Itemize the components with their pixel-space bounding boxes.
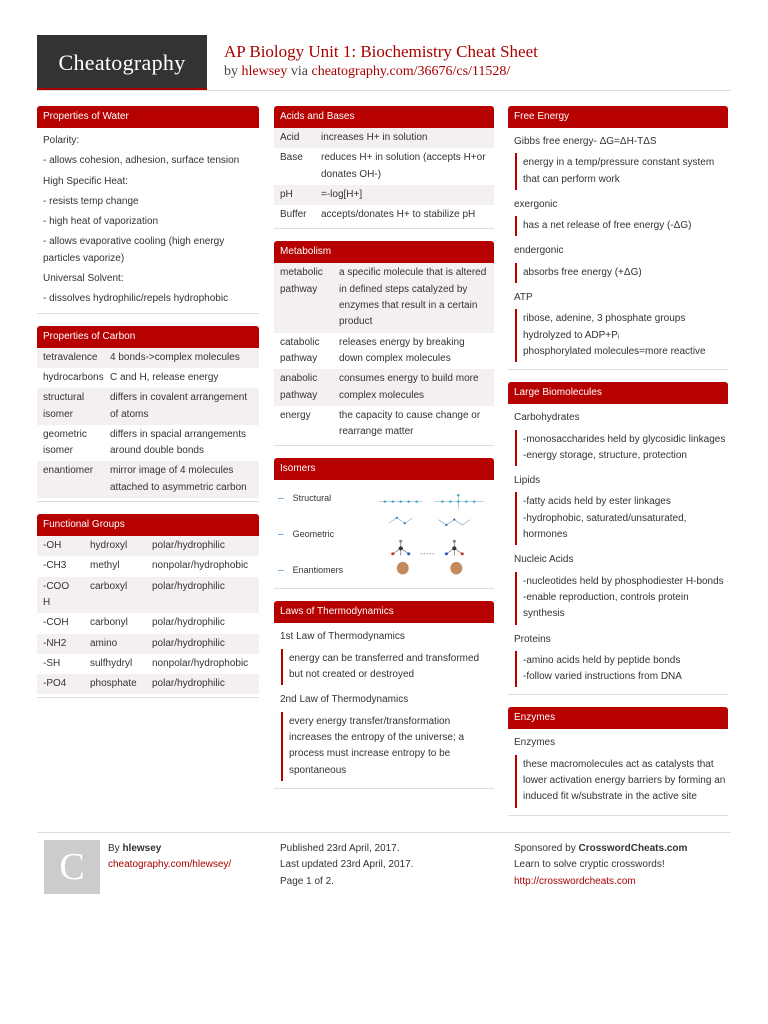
note-line: -energy storage, structure, protection — [523, 449, 687, 461]
section-header: Laws of Thermodynamics — [274, 601, 494, 623]
footer-logo: C — [44, 840, 100, 894]
text-line: Polarity: — [43, 135, 80, 146]
isomer-type-list — [278, 480, 373, 588]
subheading: Enzymes — [514, 737, 556, 749]
table-row — [37, 654, 259, 674]
text-line: - dissolves hydrophilic/repels hydrophobic — [43, 293, 229, 305]
term: anabolic pathway — [280, 373, 318, 401]
section-body — [508, 128, 728, 370]
section-header: Enzymes — [508, 707, 728, 729]
group-property: polar/hydrophilic — [152, 580, 225, 592]
sponsor-name[interactable]: CrosswordCheats.com — [578, 843, 688, 854]
note-line: -hydrophobic, saturated/unsaturated, hormones — [523, 512, 687, 541]
section-functional-groups — [37, 514, 259, 698]
dash-bullet: – — [278, 564, 284, 576]
section-enzymes — [508, 707, 728, 815]
definition: the capacity to cause change or rearrange matter — [339, 409, 481, 438]
term: Buffer — [280, 209, 307, 221]
section-header: Isomers — [274, 458, 494, 480]
section-free-energy — [508, 106, 728, 370]
section-body — [37, 536, 259, 698]
definition: mirror image of 4 molecules attached to asymmetric carbon — [110, 465, 247, 493]
sponsor-link[interactable]: http://crosswordcheats.com — [514, 875, 636, 887]
sponsored-by-label: Sponsored by — [514, 843, 576, 854]
indented-note — [515, 492, 728, 545]
table-row — [274, 333, 494, 370]
author-link[interactable]: hlewsey — [241, 64, 288, 79]
subheading: Nucleic Acids — [514, 554, 574, 566]
group-formula: -OH — [43, 540, 62, 552]
footer-author-link[interactable]: cheatography.com/hlewsey/ — [108, 859, 232, 871]
section-isomers — [274, 458, 494, 589]
text-line: Universal Solvent: — [43, 273, 124, 285]
footer-author-block — [108, 841, 231, 874]
isomer-structures-illustration — [373, 489, 490, 579]
footer-sponsor-block — [514, 841, 687, 890]
term: Base — [280, 152, 303, 164]
section-body — [508, 404, 728, 695]
subheading: exergonic — [514, 198, 558, 210]
note-line: phosphorylated molecules=more reactive — [523, 345, 706, 357]
footer-divider — [37, 832, 731, 833]
text-line: - allows cohesion, adhesion, surface tension — [43, 155, 240, 167]
footer-byline — [108, 841, 231, 857]
term: tetravalence — [43, 351, 98, 363]
definition: differs in covalent arrangement of atoms — [110, 392, 248, 420]
table-row — [37, 674, 259, 694]
group-formula: -NH2 — [43, 637, 67, 649]
section-body — [508, 729, 728, 815]
definition: increases H+ in solution — [321, 132, 428, 143]
group-property: polar/hydrophilic — [152, 617, 225, 629]
hand-icons — [397, 562, 462, 575]
group-name: carbonyl — [90, 617, 128, 629]
sheet-url-link[interactable]: cheatography.com/36676/cs/11528/ — [311, 64, 511, 79]
dash-bullet: – — [278, 492, 284, 504]
group-property: nonpolar/hydrophobic — [152, 657, 249, 669]
group-property: polar/hydrophilic — [152, 540, 225, 552]
header-divider — [37, 90, 731, 91]
subheading: endergonic — [514, 245, 564, 257]
byline-by: by — [224, 64, 238, 79]
group-name: methyl — [90, 560, 120, 572]
term: energy — [280, 409, 311, 421]
dash-bullet: – — [278, 528, 284, 540]
group-name: sulfhydryl — [90, 657, 133, 669]
table-row — [37, 536, 259, 556]
section-header: Properties of Carbon — [37, 326, 259, 348]
table-row — [274, 263, 494, 332]
table-row — [37, 634, 259, 654]
definition: C and H, release energy — [110, 371, 219, 383]
text-line: - allows evaporative cooling (high energy particles vaporize) — [43, 236, 225, 264]
definition: differs in spacial arrangements around double bonds — [110, 428, 246, 457]
term: hydrocarbons — [43, 371, 104, 383]
note-line: -enable reproduction, controls protein synthesis — [523, 591, 689, 620]
indented-note: has a net release of free energy (-ΔG) — [515, 216, 728, 236]
table-row — [37, 425, 259, 462]
table-row — [37, 368, 259, 388]
term: geometric isomer — [43, 428, 87, 457]
subheading: 1st Law of Thermodynamics — [280, 631, 405, 643]
structural-isomer-molecules — [379, 495, 484, 509]
byline-via: via — [290, 64, 308, 79]
section-properties-of-water — [37, 106, 259, 314]
column-2 — [274, 106, 494, 801]
note-line: -amino acids held by peptide bonds — [523, 654, 681, 666]
section-body — [274, 263, 494, 446]
section-header: Large Biomolecules — [508, 382, 728, 404]
table-row — [37, 388, 259, 425]
group-property: nonpolar/hydrophobic — [152, 560, 249, 572]
geometric-isomer-molecules — [389, 518, 470, 525]
footer-author-name[interactable]: hlewsey — [122, 843, 162, 854]
group-name: hydroxyl — [90, 540, 128, 552]
section-header: Properties of Water — [37, 106, 259, 128]
group-formula: -SH — [43, 657, 61, 669]
byline — [224, 64, 510, 80]
term: catabolic pathway — [280, 336, 320, 364]
table-row — [37, 348, 259, 368]
section-body — [274, 623, 494, 788]
indented-note: energy in a temp/pressure constant system that can perform work — [515, 153, 728, 190]
section-header: Acids and Bases — [274, 106, 494, 128]
note-line: -nucleotides held by phosphodiester H-bonds — [523, 575, 724, 587]
table-row — [274, 205, 494, 225]
published-date: Published 23rd April, 2017. — [280, 843, 400, 854]
definition: accepts/donates H+ to stabilize pH — [321, 209, 476, 221]
group-formula: -PO4 — [43, 678, 67, 690]
subheading: Gibbs free energy- ΔG=ΔH-TΔS — [514, 136, 657, 147]
indented-note — [515, 309, 728, 362]
footer-publish-info — [280, 841, 413, 890]
section-metabolism — [274, 241, 494, 446]
text-line: - resists temp change — [43, 195, 139, 207]
table-row — [274, 369, 494, 406]
table-row — [274, 406, 494, 443]
group-formula: -CH3 — [43, 560, 67, 572]
isomer-type — [278, 552, 373, 588]
table-row — [274, 185, 494, 205]
section-acids-and-bases — [274, 106, 494, 229]
column-3 — [508, 106, 728, 828]
table-row — [37, 556, 259, 576]
term: Acid — [280, 132, 300, 143]
definition: 4 bonds->complex molecules — [110, 351, 240, 363]
indented-note: energy can be transferred and transformed but not created or destroyed — [281, 649, 494, 686]
text-line: High Specific Heat: — [43, 175, 129, 187]
section-header: Functional Groups — [37, 514, 259, 536]
page-number: Page 1 of 2. — [280, 875, 334, 887]
group-name: phosphate — [90, 678, 137, 690]
section-body — [274, 480, 494, 589]
definition: reduces H+ in solution (accepts H+or donates OH-) — [321, 152, 486, 180]
definition: =-log[H+] — [321, 188, 363, 200]
note-line: -fatty acids held by ester linkages — [523, 496, 671, 508]
isomers-figure — [274, 483, 494, 585]
section-body — [37, 348, 259, 502]
group-name: carboxyl — [90, 580, 128, 592]
subheading: Lipids — [514, 475, 541, 487]
term: metabolic pathway — [280, 267, 323, 295]
group-property: polar/hydrophilic — [152, 678, 225, 690]
definition: a specific molecule that is altered in defined steps catalyzed by enzymes that result in a certain product — [339, 267, 487, 328]
table-row — [37, 577, 259, 614]
indented-note — [515, 430, 728, 467]
section-laws-of-thermodynamics — [274, 601, 494, 788]
definition: consumes energy to build more complex molecules — [339, 373, 479, 401]
page-title: AP Biology Unit 1: Biochemistry Cheat Sheet — [224, 42, 538, 61]
isomer-type — [278, 516, 373, 552]
section-body — [37, 128, 259, 314]
subheading: ATP — [514, 292, 533, 304]
table-row — [274, 148, 494, 185]
isomer-type — [278, 480, 373, 516]
text-line: - high heat of vaporization — [43, 216, 159, 228]
table-row — [274, 128, 494, 148]
updated-date: Last updated 23rd April, 2017. — [280, 859, 414, 871]
isomer-label: Structural — [292, 493, 332, 504]
term: pH — [280, 188, 293, 200]
section-large-biomolecules — [508, 382, 728, 695]
definition: releases energy by breaking down complex molecules — [339, 336, 465, 364]
group-formula: -COH — [43, 617, 69, 629]
enantiomer-molecules — [393, 542, 462, 556]
footer-by: By — [108, 843, 120, 854]
column-1 — [37, 106, 259, 710]
subheading: Carbohydrates — [514, 412, 580, 424]
term: enantiomer — [43, 465, 94, 477]
section-header: Metabolism — [274, 241, 494, 263]
group-formula: -COOH — [43, 580, 70, 608]
isomer-label: Enantiomers — [292, 565, 344, 576]
cheatography-logo[interactable]: Cheatography — [37, 35, 207, 90]
note-line: -follow varied instructions from DNA — [523, 671, 682, 683]
note-line: -monosaccharides held by glycosidic linkages — [523, 433, 726, 445]
section-properties-of-carbon — [37, 326, 259, 502]
sponsor-tagline: Learn to solve cryptic crosswords! — [514, 859, 665, 871]
sponsor-line — [514, 841, 687, 857]
note-line: ribose, adenine, 3 phosphate groups — [523, 313, 686, 325]
indented-note: these macromolecules act as catalysts that lower activation energy barriers by forming an induced fit w/substrate in the active site — [515, 755, 728, 808]
section-header: Free Energy — [508, 106, 728, 128]
isomer-label: Geometric — [292, 529, 335, 540]
subheading: 2nd Law of Thermodynamics — [280, 694, 409, 706]
indented-note: absorbs free energy (+ΔG) — [515, 263, 728, 283]
indented-note: every energy transfer/transformation increases the entropy of the universe; a process must increase entropy to be spontaneous — [281, 712, 494, 781]
section-body — [274, 128, 494, 229]
group-property: polar/hydrophilic — [152, 637, 225, 649]
subheading: Proteins — [514, 633, 551, 645]
group-name: amino — [90, 637, 118, 649]
note-line: hydrolyzed to ADP+Pᵢ — [523, 329, 620, 341]
table-row — [37, 613, 259, 633]
indented-note — [515, 572, 728, 625]
term: structural isomer — [43, 392, 85, 420]
indented-note — [515, 651, 728, 688]
table-row — [37, 461, 259, 498]
